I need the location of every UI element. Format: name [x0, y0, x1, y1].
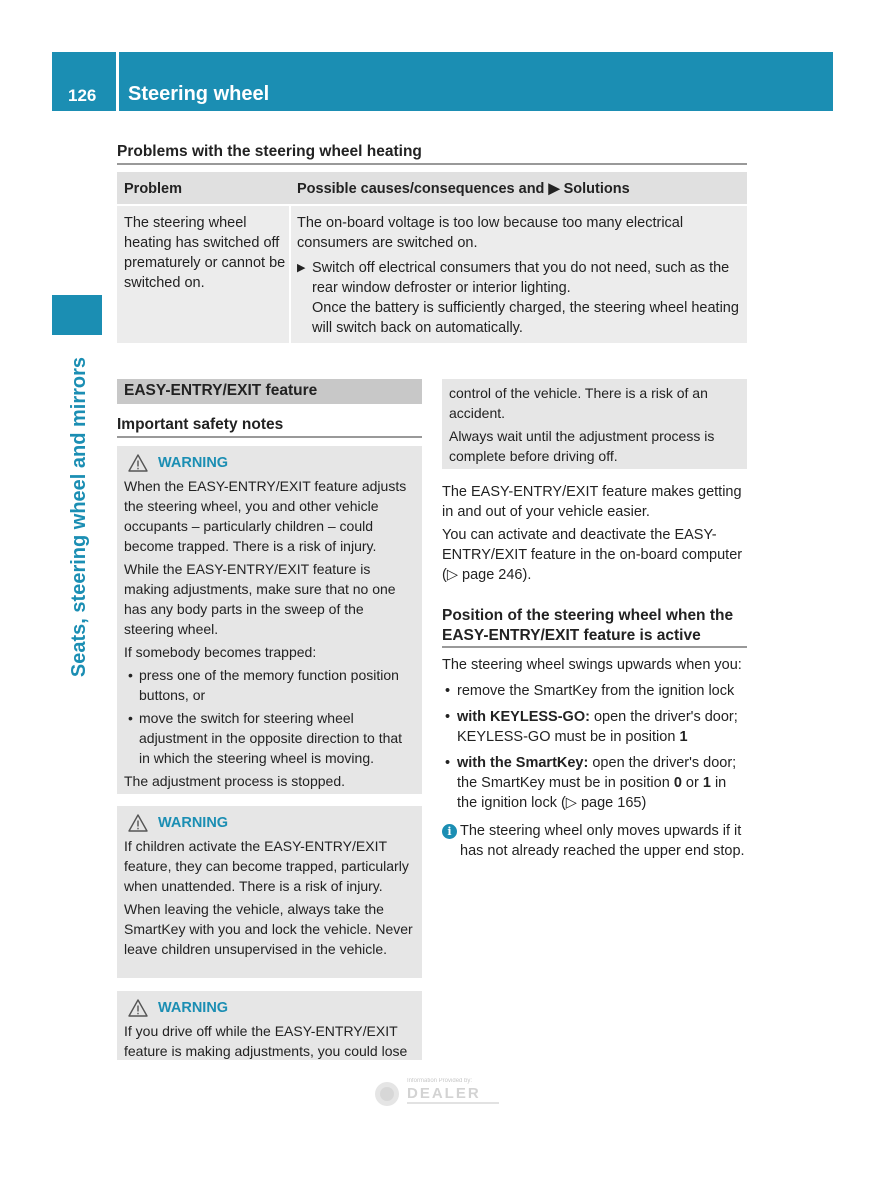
warning-text: The adjustment process is stopped.	[124, 773, 346, 789]
smartkey-position-1: 1	[702, 775, 711, 791]
side-chapter-label: Seats, steering wheel and mirrors	[68, 356, 90, 678]
warning-text: If you drive off while the EASY-ENTRY/EXIT feature is making adjustments, you could lose	[124, 1023, 408, 1059]
smartkey-label: with the SmartKey:	[457, 755, 589, 771]
table-cell-action	[297, 258, 742, 338]
problems-table-row	[117, 206, 747, 343]
warning-box-continued	[442, 379, 747, 469]
section-rule	[117, 163, 747, 165]
keyless-go-position: 1	[679, 729, 688, 745]
action-arrow-icon: ▶	[297, 262, 306, 274]
header-separator	[116, 52, 119, 111]
warning-heading	[124, 998, 415, 1018]
action-note: Once the battery is sufficiently charged, the steering wheel heating will switch back on automatically.	[312, 300, 739, 336]
warning-triangle-icon	[128, 454, 148, 472]
easy-entry-title: EASY-ENTRY/EXIT feature	[124, 382, 318, 399]
warning-heading	[124, 813, 415, 833]
position-bullet	[442, 707, 747, 747]
table-cell-problem: The steering wheel heating has switched off prematurely or cannot be switched on.	[124, 215, 286, 291]
table-column-divider	[289, 206, 291, 343]
page-title: Steering wheel	[128, 83, 270, 105]
safety-heading-rule	[117, 436, 422, 438]
intro-paragraph: The EASY-ENTRY/EXIT feature makes getting in and out of your vehicle easier.	[442, 484, 742, 520]
warning-box-1	[117, 446, 422, 794]
table-header-problem: Problem	[124, 181, 183, 197]
intro-paragraph: You can activate and deactivate the EASY-ENTRY/EXIT feature in the on-board computer (▷ page 246).	[442, 527, 743, 583]
warning-text: If somebody becomes trapped:	[124, 644, 317, 660]
warning-triangle-icon	[128, 814, 148, 832]
smartkey-text: open the driver's door; the SmartKey must be in position	[457, 755, 737, 791]
table-cell-cause: The on-board voltage is too low because too many electrical consumers are switched on.	[297, 215, 684, 251]
dealer-watermark-logo	[373, 1073, 503, 1111]
warning-text: control of the vehicle. There is a risk of an accident.	[449, 385, 708, 421]
action-text: Switch off electrical consumers that you do not need, such as the rear window defroster or interior lighting.	[312, 260, 730, 296]
watermark-emblem-icon	[373, 1073, 503, 1111]
position-bullet	[442, 753, 747, 813]
warning-box-3	[117, 991, 422, 1060]
warning-label: WARNING	[158, 1000, 229, 1016]
position-heading-rule	[442, 646, 747, 648]
position-content	[442, 655, 747, 861]
warning-text: Always wait until the adjustment process is complete before driving off.	[449, 428, 715, 464]
info-icon: i	[442, 824, 457, 839]
info-text: The steering wheel only moves upwards if it has not already reached the upper end stop.	[460, 823, 745, 859]
smartkey-text-end: in the ignition lock (▷ page 165)	[457, 775, 727, 811]
warning-text: When the EASY-ENTRY/EXIT feature adjusts the steering wheel, you and other vehicle occupants – particularly children – could become trapped. There is a risk of injury.	[124, 478, 407, 554]
position-bullet: • remove the SmartKey from the ignition lock	[442, 681, 747, 701]
easy-entry-title-bar	[117, 379, 422, 404]
easy-entry-intro	[442, 482, 747, 588]
smartkey-position-0: 0	[673, 775, 682, 791]
warning-label: WARNING	[158, 455, 229, 471]
page-number: 126	[68, 86, 97, 105]
watermark-brand-text: DEALER	[407, 1085, 481, 1102]
smartkey-or: or	[681, 775, 703, 791]
position-heading: Position of the steering wheel when the EASY-ENTRY/EXIT feature is active	[442, 607, 734, 644]
warning-text: If children activate the EASY-ENTRY/EXIT feature, they can become trapped, particularly when unattended. There is a risk of injury.	[124, 838, 409, 894]
safety-notes-heading: Important safety notes	[117, 416, 284, 433]
warning-heading	[124, 453, 415, 473]
problems-table-header	[117, 172, 747, 204]
position-intro: The steering wheel swings upwards when you:	[442, 657, 742, 673]
warning-label: WARNING	[158, 815, 229, 831]
warning-bullet: • move the switch for steering wheel adjustment in the opposite direction to that in which the steering wheel is moving.	[124, 708, 415, 768]
warning-text: When leaving the vehicle, always take the SmartKey with you and lock the vehicle. Never leave children unsupervised in the vehicle.	[124, 901, 413, 957]
watermark-small-text: Information Provided by:	[407, 1078, 473, 1084]
warning-text: While the EASY-ENTRY/EXIT feature is making adjustments, make sure that no one has any body parts in the sweep of the steering wheel.	[124, 561, 396, 637]
keyless-go-label: with KEYLESS-GO:	[457, 709, 590, 725]
info-note	[442, 821, 747, 861]
warning-triangle-icon	[128, 999, 148, 1017]
warning-box-2	[117, 806, 422, 978]
table-header-solutions: Possible causes/consequences and ▶ Solutions	[297, 181, 630, 197]
keyless-go-text: open the driver's door; KEYLESS-GO must be in position	[457, 709, 738, 745]
warning-bullet: • press one of the memory function position buttons, or	[124, 665, 415, 705]
heating-problems-title: Problems with the steering wheel heating	[117, 143, 422, 160]
